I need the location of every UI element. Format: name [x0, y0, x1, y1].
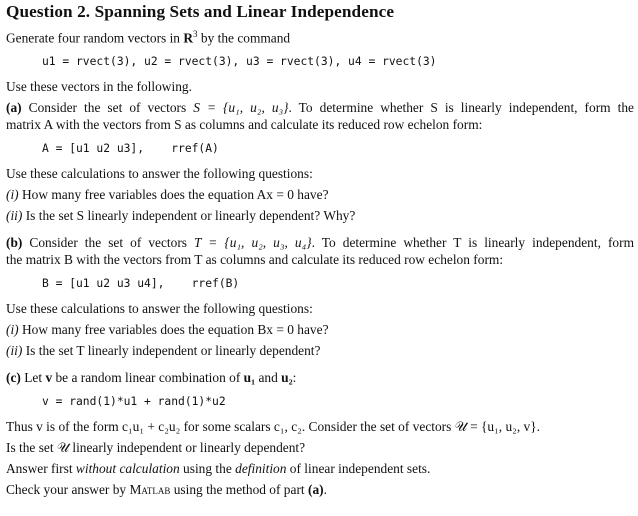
part-a-text: Consider the set of vectors: [28, 100, 194, 116]
part-a-text-end: . To determine whether S is linearly independent, form the: [288, 100, 634, 116]
part-c-answer-it2: definition: [235, 461, 287, 477]
part-c-label: (c): [6, 370, 21, 386]
part-c-v: v: [45, 370, 53, 386]
part-c-check-mid: using the method of part: [170, 482, 308, 498]
reals-symbol: R: [183, 30, 194, 46]
part-c-check: [6, 481, 634, 498]
rvect-command: u1 = rvect(3), u2 = rvect(3), u3 = rvect(3), u4 = rvect(3): [42, 55, 437, 69]
part-c-text-mid: be a random linear combination of: [52, 370, 244, 386]
part-c-command: v = rand(1)*u1 + rand(1)*u2: [42, 395, 226, 409]
part-b-label: (b): [6, 235, 23, 251]
part-b-q-ii-label: (ii): [6, 343, 23, 359]
part-c-text: Let: [24, 370, 46, 386]
part-a-command: A = [u1 u2 u3], rref(A): [42, 142, 219, 156]
part-c-thus: Thus v is of the form c₁u₁ + c₂u₂ for some scalars c₁, c₂. Consider the set of vectors 𝒰 = {u₁, u₂, v}.: [6, 419, 541, 435]
part-a-q-i-label: (i): [6, 187, 19, 203]
part-c-answer-mid: using the: [179, 461, 236, 477]
part-c-check-end: .: [323, 482, 327, 498]
part-b-q-ii-text: Is the set T linearly independent or linearly dependent?: [25, 343, 321, 359]
part-a-set-S: S = {u₁, u₂, u₃}: [193, 100, 289, 116]
part-b-q-i-text: How many free variables does the equation Bx = 0 have?: [22, 322, 329, 338]
part-c-answer-it1: without calculation: [75, 461, 180, 477]
use-vectors-line: Use these vectors in the following.: [6, 79, 192, 95]
part-c-u2: u₂: [281, 370, 293, 386]
part-a-line2: matrix A with the vectors from S as columns and calculate its reduced row echelon form:: [6, 117, 483, 133]
part-b-question-ii: [6, 342, 634, 359]
part-c-colon: :: [292, 370, 297, 386]
part-a-use-calcs: Use these calculations to answer the following questions:: [6, 166, 313, 182]
intro-text: Generate four random vectors in: [6, 30, 184, 46]
reals-exponent: 3: [193, 29, 198, 39]
part-c-check-pre: Check your answer by: [6, 482, 130, 498]
part-b-text: Consider the set of vectors: [29, 235, 195, 251]
part-a-question-ii: [6, 207, 634, 224]
part-b-text-end: . To determine whether T is linearly independent, form: [311, 235, 634, 251]
part-b-q-i-label: (i): [6, 322, 19, 338]
part-a-question-i: [6, 186, 634, 203]
part-b-command: B = [u1 u2 u3 u4], rref(B): [42, 277, 240, 291]
document-page: [6, 0, 634, 498]
part-c-is-set: Is the set 𝒰 linearly independent or linearly dependent?: [6, 440, 306, 456]
part-b-line2: the matrix B with the vectors from T as columns and calculate its reduced row echelon form:: [6, 252, 504, 268]
intro-line: [6, 26, 634, 46]
part-a-q-ii-text: Is the set S linearly independent or linearly dependent? Why?: [25, 208, 356, 224]
part-c-answer: [6, 460, 634, 477]
part-a-line1: [6, 99, 634, 116]
question-title: Question 2. Spanning Sets and Linear Independence: [6, 2, 395, 21]
part-a-q-ii-label: (ii): [6, 208, 23, 224]
part-b-set-T: T = {u₁, u₂, u₃, u₄}: [194, 235, 312, 251]
part-a-q-i-text: How many free variables does the equation Ax = 0 have?: [22, 187, 329, 203]
part-b-line1: [6, 234, 634, 251]
part-b-use-calcs: Use these calculations to answer the following questions:: [6, 301, 313, 317]
part-b-question-i: [6, 321, 634, 338]
part-c-check-part: (a): [307, 482, 324, 498]
part-c-and: and: [255, 370, 282, 386]
part-c-answer-pre: Answer first: [6, 461, 76, 477]
part-c-matlab: Matlab: [129, 482, 171, 498]
part-c-answer-post: of linear independent sets.: [286, 461, 431, 477]
part-c-u1: u₁: [243, 370, 256, 386]
intro-text-end: by the command: [197, 30, 291, 46]
part-a-label: (a): [6, 100, 22, 116]
part-c-line1: [6, 369, 634, 386]
